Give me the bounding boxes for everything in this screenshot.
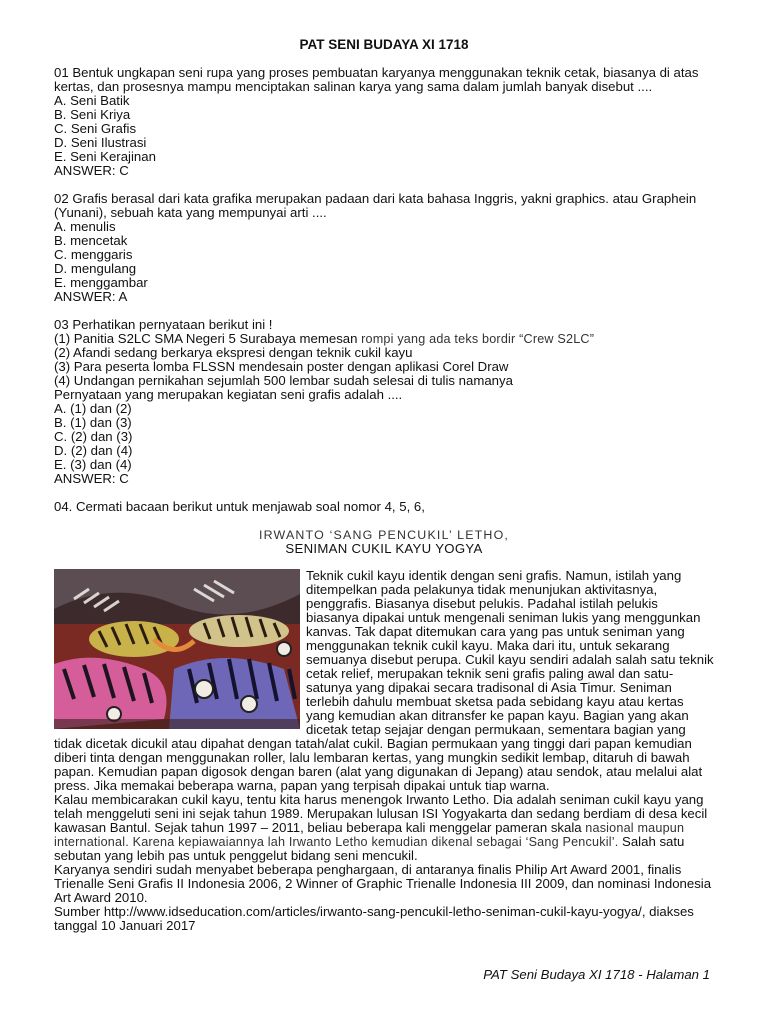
question-3 — [54, 318, 714, 486]
question-text: 03 Perhatikan pernyataan berikut ini ! — [54, 317, 273, 332]
statement-part: rompi yang ada teks bordir “Crew S2LC” — [361, 332, 595, 346]
question-text: 01 Bentuk ungkapan seni rupa yang proses pembuatan karyanya menggunakan teknik cetak, biasanya di atas kertas, dan prosesnya mampu menciptakan salinan karya yang sama dalam jumlah banyak disebut .... — [54, 65, 699, 94]
artwork-illustration — [54, 569, 300, 729]
option: C. Seni Grafis — [54, 121, 137, 136]
option: D. Seni Ilustrasi — [54, 135, 147, 150]
paragraph-part: nasional maupun international. Karena kepiawaiannya lah Irwanto Letho kemudian dikenal sebagai ‘Sang Pencukil’. — [54, 821, 685, 849]
article-paragraph-3: Karyanya sendiri sudah menyabet beberapa penghargaan, di antaranya finalis Philip Art Award 2001, finalis Trienalle Seni Grafis II Indonesia 2006, 2 Winner of Graphic Trienalle Indonesia III 2009, dan nominasi Indonesia Art Award 2010. — [54, 862, 712, 905]
question-text: 02 Grafis berasal dari kata grafika merupakan padaan dari kata bahasa Inggris, yakni graphics. atau Graphein (Yunani), sebuah kata yang mempunyai arti .... — [54, 191, 697, 220]
question-2 — [54, 192, 714, 304]
option: C. menggaris — [54, 247, 133, 262]
article-paragraph-2 — [54, 793, 714, 863]
option: A. (1) dan (2) — [54, 401, 132, 416]
question-1 — [54, 66, 714, 178]
question-4 — [54, 500, 714, 933]
document-page — [54, 38, 714, 933]
article-heading — [54, 528, 714, 556]
paragraph-part: Kalau membicarakan cukil kayu, tentu kita harus menengok Irwanto Letho. Dia adalah seniman cukil kayu yang telah menggeluti seni ini sejak tahun 1989. Merupakan lulusan ISI Yogyakarta dan sedang berdiam di desa kecil kawasan Bantul. Sejak tahun 1997 – 2011, beliau beberapa kali menggelar pameran skala — [54, 792, 708, 835]
option: B. Seni Kriya — [54, 107, 131, 122]
article-paragraph-1: Teknik cukil kayu identik dengan seni grafis. Namun, istilah yang ditempelkan pada pelakunya tidak menunjukan aktivitasnya, penggrafis. Biasanya disebut pelukis. Padahal istilah pelukis biasanya dipakai untuk mengenali seniman lukis yang menggunkan kanvas. Tak dapat ditemukan cara yang pas untuk seniman yang menggunakan teknik cukil kayu. Maka dari itu, untuk sekarang semuanya disebut perupa. Cukil kayu sendiri adalah salah satu teknik cetak relief, merupakan teknik seni grafis paling awal dan satu-satunya yang dipakai secara tradisonal di Asia Timur. Seniman terlebih dahulu membuat sketsa pada sebidang kayu atau kertas yang kemudian akan ditransfer ke papan kayu. Bagian yang akan dicetak tetap sejajar dengan permukaan, sementara bagian yang tidak dicetak dicukil atau dipahat dengan tatah/alat cukil. Bagian permukaan yang tinggi dari papan kemudian diberi tinta dengan menggunakan roller, lalu lembaran kertas, yang mungkin sedikit lembap, ditaruh di bawah papan. Kemudian papan digosok dengan baren (alat yang digunakan di Jepang) atau sendok, atau melalui alat press. Jika memakai beberapa warna, papan yang terpisah dipakai untuk tiap warna. — [54, 568, 714, 793]
statement: (2) Afandi sedang berkarya ekspresi dengan teknik cukil kayu — [54, 345, 413, 360]
option: E. menggambar — [54, 275, 148, 290]
answer: ANSWER: A — [54, 289, 128, 304]
statement: (4) Undangan pernikahan sejumlah 500 lembar sudah selesai di tulis namanya — [54, 373, 513, 388]
option: D. mengulang — [54, 261, 137, 276]
option: B. (1) dan (3) — [54, 415, 132, 430]
question-text: 04. Cermati bacaan berikut untuk menjawab soal nomor 4, 5, 6, — [54, 499, 425, 514]
article-title: SENIMAN CUKIL KAYU YOGYA — [285, 541, 483, 556]
statement: (3) Para peserta lomba FLSSN mendesain poster dengan aplikasi Corel Draw — [54, 359, 509, 374]
option: E. Seni Kerajinan — [54, 149, 156, 164]
article-subtitle: IRWANTO ‘SANG PENCUKIL’ LETHO, — [258, 528, 510, 542]
paragraph-part: Salah satu sebutan yang lebih pas untuk penggelut bidang seni mencukil. — [54, 834, 685, 863]
option: E. (3) dan (4) — [54, 457, 132, 472]
document-title: PAT SENI BUDAYA XI 1718 — [299, 37, 469, 52]
answer: ANSWER: C — [54, 471, 129, 486]
question-prompt: Pernyataan yang merupakan kegiatan seni grafis adalah .... — [54, 387, 403, 402]
statement — [54, 332, 714, 346]
option: A. Seni Batik — [54, 93, 130, 108]
option: D. (2) dan (4) — [54, 443, 133, 458]
article-body — [54, 569, 714, 933]
article-source: Sumber http://www.idseducation.com/articles/irwanto-sang-pencukil-letho-seniman-cukil-kayu-yogya/, diakses tanggal 10 Januari 2017 — [54, 904, 694, 933]
answer: ANSWER: C — [54, 163, 129, 178]
option: B. mencetak — [54, 233, 128, 248]
woodcut-artwork-image — [54, 569, 300, 729]
option: A. menulis — [54, 219, 116, 234]
page-footer: PAT Seni Budaya XI 1718 - Halaman 1 — [483, 967, 710, 982]
option: C. (2) dan (3) — [54, 429, 133, 444]
statement-part: (1) Panitia S2LC SMA Negeri 5 Surabaya memesan — [54, 331, 362, 346]
